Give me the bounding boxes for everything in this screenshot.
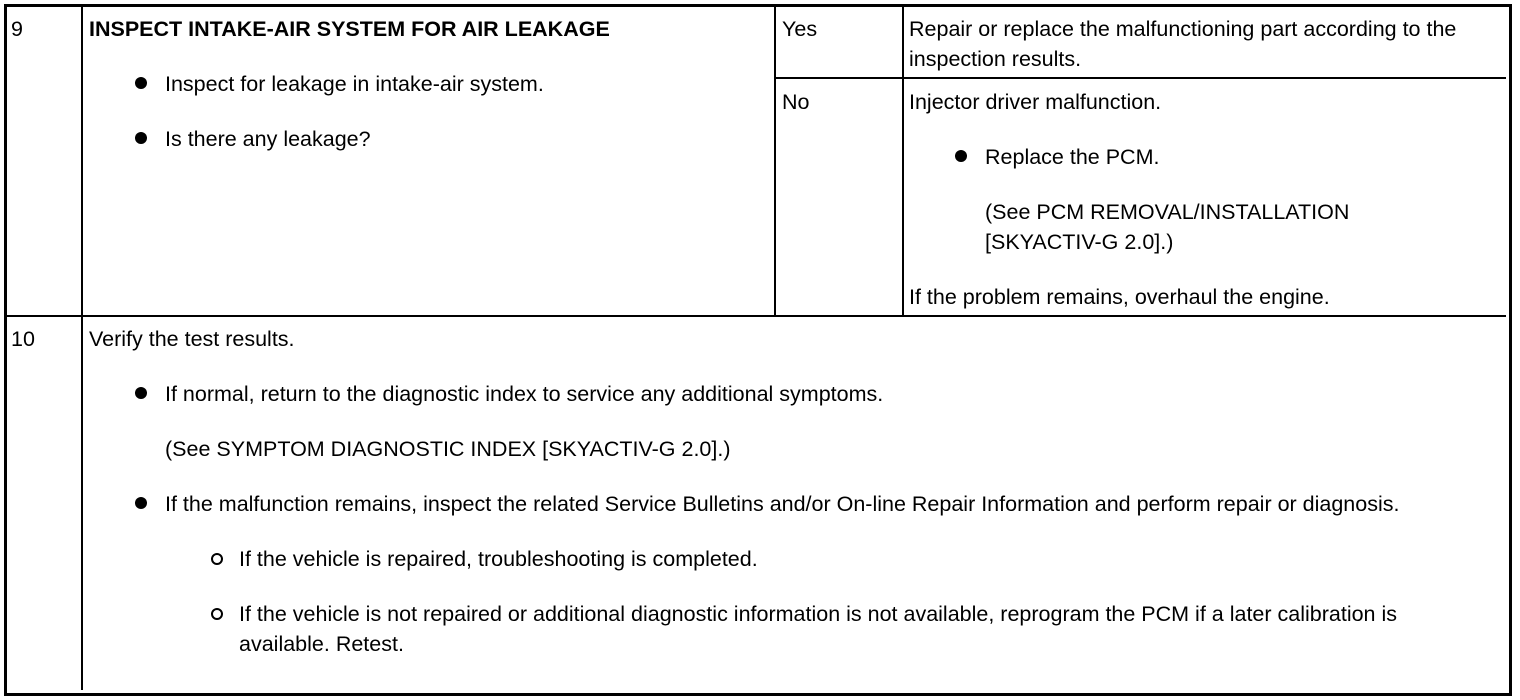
column-divider-action: [902, 7, 904, 316]
column-divider-answer: [774, 7, 776, 316]
step-10-subbullet-not-repaired: If the vehicle is not repaired or additional diagnostic information is not available, reprogram the PCM if a later calibration is available. Retest.: [89, 599, 1449, 659]
step-10-content: [89, 324, 1489, 659]
step-number-9: 9: [11, 17, 23, 41]
column-divider-step: [81, 7, 83, 690]
row-divider-yes-no: [774, 77, 1506, 79]
no-action-reference: (See PCM REMOVAL/INSTALLATION [SKYACTIV-G 2.0].): [985, 200, 1350, 254]
no-action-intro: Injector driver malfunction.: [909, 90, 1162, 114]
step-9-item: Inspect for leakage in intake-air system.: [89, 69, 769, 99]
no-action: [909, 87, 1499, 312]
step-10-reference: (See SYMPTOM DIAGNOSTIC INDEX [SKYACTIV-G 2.0].): [165, 437, 731, 461]
step-10-subbullet-repaired: If the vehicle is repaired, troubleshooting is completed.: [89, 544, 1489, 574]
row-divider-9-10: [7, 315, 1506, 317]
step-number-10: 10: [11, 327, 35, 351]
yes-action: Repair or replace the malfunctioning part according to the inspection results.: [909, 17, 1457, 71]
step-10-intro: Verify the test results.: [89, 327, 295, 351]
step-9-content: [89, 14, 769, 154]
step-10-bullet-malfunction: If the malfunction remains, inspect the related Service Bulletins and/or On-line Repair Information and perform repair or diagnosis.: [89, 489, 1455, 519]
step-10-bullet-normal: If normal, return to the diagnostic index to service any additional symptoms.: [89, 379, 1489, 409]
step-9-title: INSPECT INTAKE-AIR SYSTEM FOR AIR LEAKAGE: [89, 17, 610, 41]
no-label: No: [782, 90, 810, 114]
step-9-item: Is there any leakage?: [89, 124, 769, 154]
no-action-bullet: Replace the PCM.: [909, 142, 1499, 172]
no-action-outro: If the problem remains, overhaul the engine.: [909, 285, 1330, 309]
yes-label: Yes: [782, 17, 818, 41]
